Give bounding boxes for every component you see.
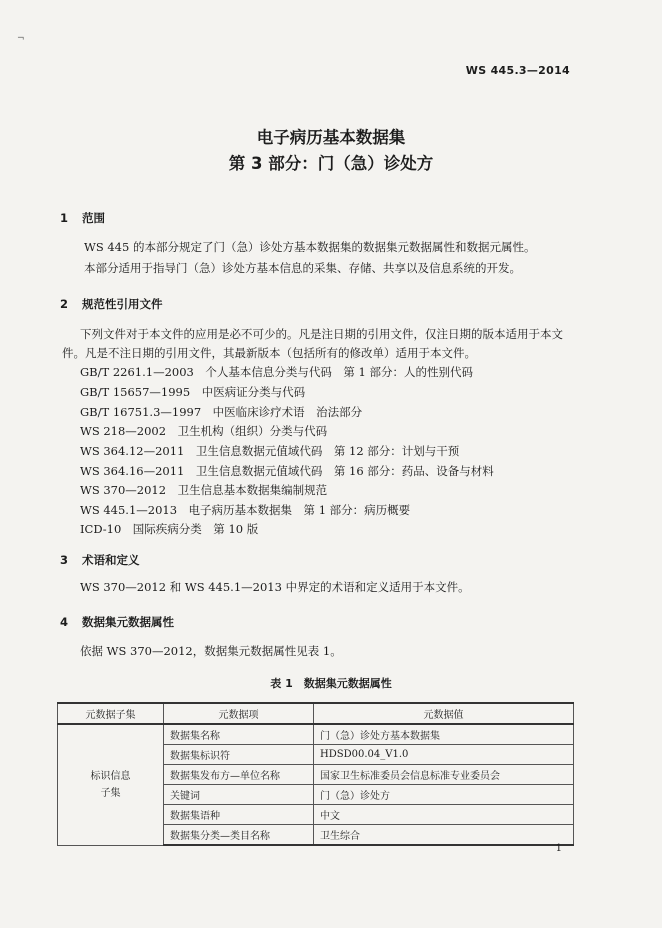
section-1-para-2: 本部分适用于指导门（急）诊处方基本信息的采集、存储、共享以及信息系统的开发。 <box>84 261 521 275</box>
section-2-intro-line-1: 下列文件对于本文件的应用是必不可少的。凡是注日期的引用文件，仅注日期的版本适用于本文 <box>80 327 563 341</box>
section-number: 3 <box>60 553 69 567</box>
section-1-heading <box>60 210 105 226</box>
group-label-line-1: 标识信息 <box>90 770 131 782</box>
value-cell: 卫生综合 <box>314 825 574 846</box>
value-cell: 门（急）诊处方基本数据集 <box>314 724 574 745</box>
section-3-para: WS 370—2012 和 WS 445.1—2013 中界定的术语和定义适用于本文件。 <box>80 580 470 594</box>
item-cell: 数据集分类—类目名称 <box>164 825 314 846</box>
document-title: 电子病历基本数据集 <box>256 128 406 147</box>
item-cell: 数据集发布方—单位名称 <box>164 765 314 785</box>
section-number: 2 <box>60 297 69 311</box>
reference-item: WS 218—2002 卫生机构（组织）分类与代码 <box>80 424 328 438</box>
metadata-table <box>57 702 574 846</box>
value-cell: HDSD00.04_V1.0 <box>314 745 574 765</box>
value-cell: 国家卫生标准委员会信息标准专业委员会 <box>314 765 574 785</box>
item-cell: 数据集语种 <box>164 805 314 825</box>
document-subtitle: 第 3 部分：门（急）诊处方 <box>228 154 434 173</box>
reference-item: GB/T 16751.3—1997 中医临床诊疗术语 治法部分 <box>80 405 363 419</box>
section-title: 规范性引用文件 <box>82 297 163 311</box>
section-1-para-1: WS 445 的本部分规定了门（急）诊处方基本数据集的数据集元数据属性和数据元属性。 <box>84 240 536 254</box>
reference-item: ICD-10 国际疾病分类 第 10 版 <box>80 522 259 536</box>
reference-item: WS 370—2012 卫生信息基本数据集编制规范 <box>80 483 328 497</box>
standard-number: WS 445.3—2014 <box>465 64 570 77</box>
table-header-row <box>58 703 574 724</box>
item-cell: 数据集标识符 <box>164 745 314 765</box>
table-caption: 表 1 数据集元数据属性 <box>270 677 392 690</box>
section-2-heading <box>60 296 163 312</box>
group-label-line-2: 子集 <box>100 787 121 799</box>
section-2-intro-line-2: 件。凡是不注日期的引用文件，其最新版本（包括所有的修改单）适用于本文件。 <box>62 346 476 360</box>
section-title: 范围 <box>82 211 105 225</box>
group-cell <box>58 724 164 845</box>
reference-item: WS 364.16—2011 卫生信息数据元值域代码 第 16 部分：药品、设备与材料 <box>80 464 494 478</box>
reference-item: WS 445.1—2013 电子病历基本数据集 第 1 部分：病历概要 <box>80 503 411 517</box>
item-cell: 关键词 <box>164 785 314 805</box>
column-header: 元数据值 <box>314 703 574 724</box>
column-header: 元数据子集 <box>58 703 164 724</box>
table-row <box>58 724 574 745</box>
value-cell: 中文 <box>314 805 574 825</box>
reference-item: GB/T 2261.1—2003 个人基本信息分类与代码 第 1 部分：人的性别代码 <box>80 365 473 379</box>
section-4-para: 依据 WS 370—2012，数据集元数据属性见表 1。 <box>80 644 342 658</box>
page-number: 1 <box>555 843 562 854</box>
reference-item: GB/T 15657—1995 中医病证分类与代码 <box>80 385 306 399</box>
section-title: 数据集元数据属性 <box>82 615 174 629</box>
section-number: 1 <box>60 211 69 225</box>
section-title: 术语和定义 <box>82 553 140 567</box>
column-header: 元数据项 <box>164 703 314 724</box>
section-4-heading <box>60 614 174 630</box>
section-3-heading <box>60 552 140 568</box>
section-number: 4 <box>60 615 69 629</box>
reference-item: WS 364.12—2011 卫生信息数据元值域代码 第 12 部分：计划与干预 <box>80 444 460 458</box>
scan-mark: ¬ <box>17 34 25 44</box>
value-cell: 门（急）诊处方 <box>314 785 574 805</box>
item-cell: 数据集名称 <box>164 724 314 745</box>
